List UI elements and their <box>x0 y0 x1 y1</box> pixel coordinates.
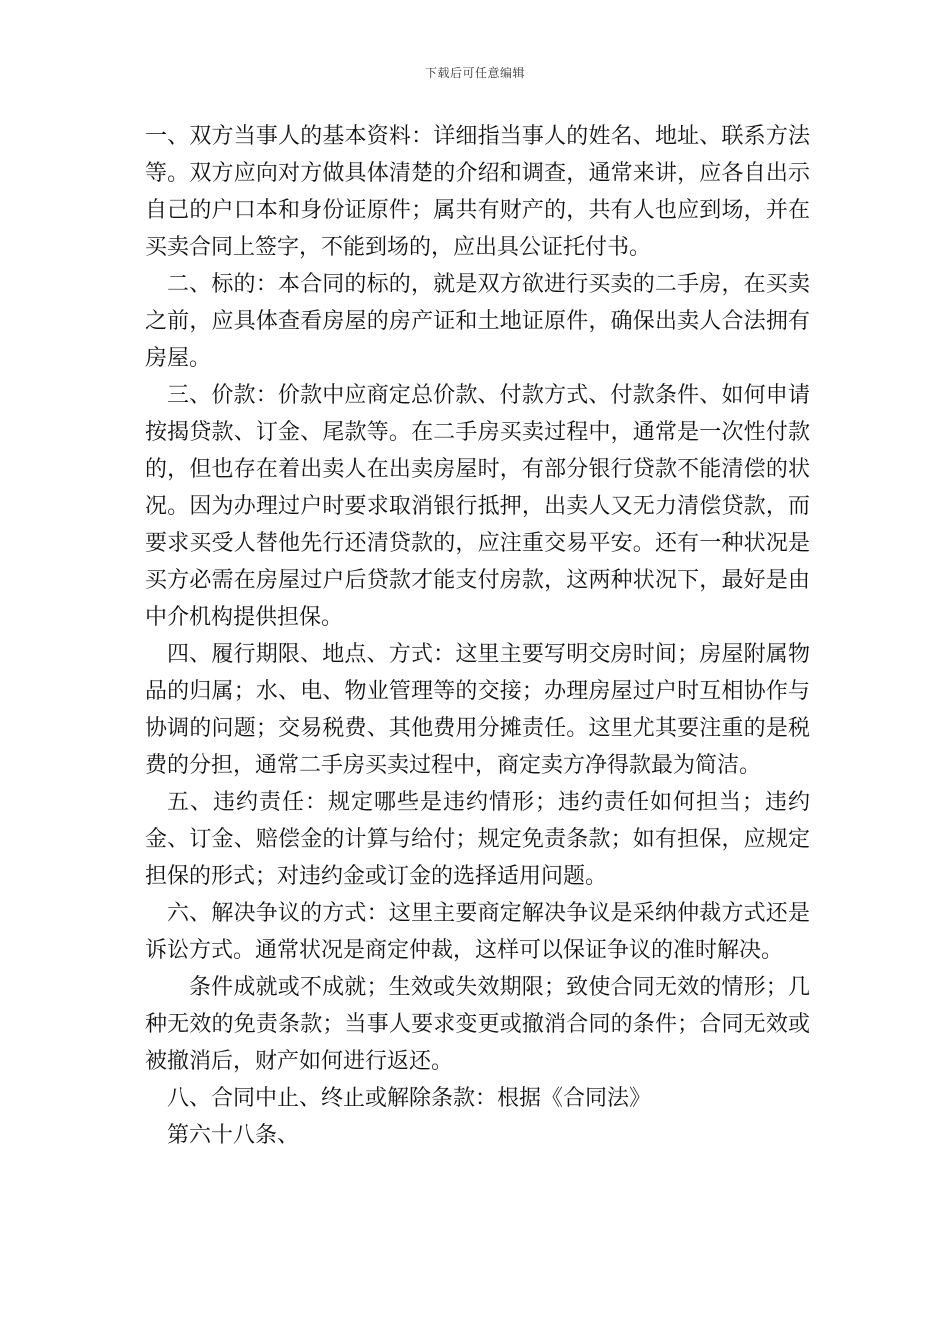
paragraph-article: 第六十八条、 <box>167 1123 300 1148</box>
paragraph-parties: 一、双方当事人的基本资料：详细指当事人的姓名、地址、联系方法等。双方应向对方做具体清楚的介绍和调查，通常来讲，应各自出示自己的户口本和身份证原件；属共有财产的，共有人也应到场，并在买卖合同上签字，不能到场的，应出具公证托付书。 <box>145 124 810 260</box>
paragraph-subject: 二、标的：本合同的标的，就是双方欲进行买卖的二手房，在买卖之前，应具体查看房屋的房产证和土地证原件，确保出卖人合法拥有房屋。 <box>145 272 810 371</box>
header-note: 下载后可任意编辑 <box>424 66 525 80</box>
paragraph-dispute: 六、解决争议的方式：这里主要商定解决争议是采纳仲裁方式还是诉讼方式。通常状况是商定仲裁，这样可以保证争议的准时解决。 <box>145 901 810 963</box>
paragraph-liability: 五、违约责任：规定哪些是违约情形；违约责任如何担当；违约金、订金、赔偿金的计算与给付；规定免责条款；如有担保，应规定担保的形式；对违约金或订金的选择适用问题。 <box>145 790 810 889</box>
document-body <box>145 118 810 1154</box>
paragraph-price: 三、价款：价款中应商定总价款、付款方式、付款条件、如何申请按揭贷款、订金、尾款等。在二手房买卖过程中，通常是一次性付款的，但也存在着出卖人在出卖房屋时，有部分银行贷款不能清偿的状况。因为办理过户时要求取消银行抵押，出卖人又无力清偿贷款，而要求买受人替他先行还清贷款的，应注重交易平安。还有一种状况是买方必需在房屋过户后贷款才能支付房款，这两种状况下，最好是由中介机构提供担保。 <box>145 383 810 630</box>
paragraph-termination: 八、合同中止、终止或解除条款：根据《合同法》 <box>167 1086 652 1111</box>
paragraph-conditions: 条件成就或不成就；生效或失效期限；致使合同无效的情形；几种无效的免责条款；当事人要求变更或撤消合同的条件；合同无效或被撤消后，财产如何进行返还。 <box>145 975 810 1074</box>
paragraph-performance: 四、履行期限、地点、方式：这里主要写明交房时间；房屋附属物品的归属；水、电、物业管理等的交接；办理房屋过户时互相协作与协调的问题；交易税费、其他费用分摊责任。这里尤其要注重的是税费的分担，通常二手房买卖过程中，商定卖方净得款最为简洁。 <box>145 642 810 778</box>
